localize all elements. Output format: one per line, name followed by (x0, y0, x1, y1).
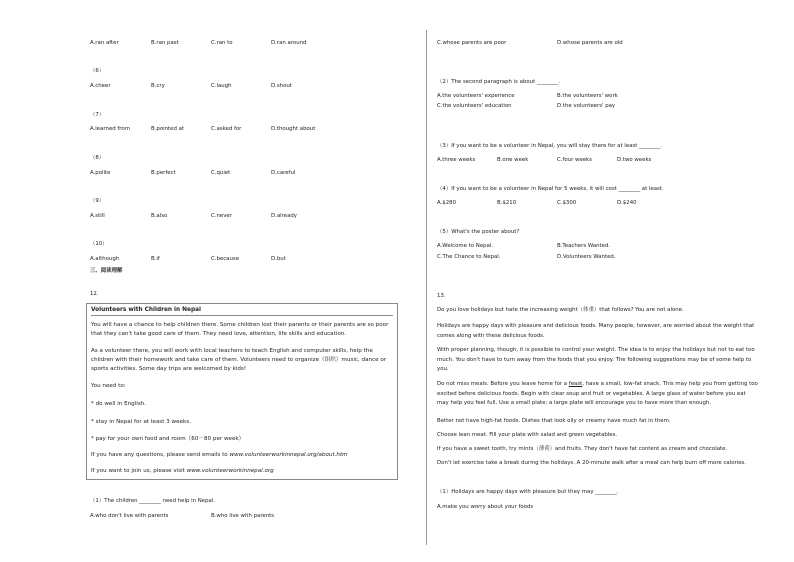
q7-number: （7） (90, 112, 105, 118)
poster-title: Volunteers with Children in Nepal (91, 307, 202, 313)
q12-sub4-option-b[interactable]: B.$210 (497, 200, 517, 206)
q9-option-b[interactable]: B.also (151, 213, 168, 219)
section-title-reading: 三、阅读理解 (90, 268, 123, 274)
q5-option-b[interactable]: B.ran past (151, 40, 179, 46)
q12-sub3-stem: （3）If you want to be a volunteer in Nepal, you will stay there for at least ________. (437, 143, 663, 149)
q5-option-d[interactable]: D.ran around (271, 40, 307, 46)
q12-sub4-stem: （4）If you want to be a volunteer in Nepal for 5 weeks, it will cost ________ at least. (437, 186, 664, 192)
q9-option-c[interactable]: C.never (211, 213, 232, 219)
q13-line-6: Choose lean meat. Fill your plate with salad and green vegetables. (437, 432, 618, 438)
q12-sub4-option-c[interactable]: C.$300 (557, 200, 577, 206)
poster-paragraph-1: You will have a chance to help children there. Some children lost their parents or their parents are so poor that they can't take good care of them. They need love, attention, life skills and education. (91, 322, 389, 337)
poster-need-heading: You need to: (91, 383, 126, 389)
q6-option-c[interactable]: C.laugh (211, 83, 232, 89)
q12-sub5-option-c[interactable]: C.The Chance to Nepal. (437, 254, 501, 260)
poster-requirement-2: * stay in Nepal for at least 3 weeks. (91, 419, 191, 425)
q12-sub3-option-d[interactable]: D.two weeks (617, 157, 652, 163)
poster-questions-link[interactable]: www.volunteerworkinnepal.org/about.htm (229, 452, 348, 458)
poster-requirement-3: * pay for your own food and room（60－80 per week） (91, 436, 245, 442)
q5-option-a[interactable]: A.ran after (90, 40, 119, 46)
q9-option-a[interactable]: A.still (90, 213, 105, 219)
q7-option-a[interactable]: A.learned from (90, 126, 130, 132)
q7-option-d[interactable]: D.thought about (271, 126, 316, 132)
poster-questions-line (91, 451, 393, 460)
q12-sub1-option-d[interactable]: D.whose parents are old (557, 40, 623, 46)
q8-option-c[interactable]: C.quiet (211, 170, 231, 176)
poster-questions-text: If you have any questions, please send emails to (91, 452, 230, 458)
q10-option-d[interactable]: D.but (271, 256, 286, 262)
q13-underlined-feast: feast (568, 381, 583, 387)
q12-sub2-stem: （2）The second paragraph is about ________. (437, 79, 561, 85)
q6-option-d[interactable]: D.shout (271, 83, 292, 89)
q12-sub2-option-d[interactable]: D.the volunteers' pay (557, 103, 616, 109)
q12-sub3-option-a[interactable]: A.three weeks (437, 157, 476, 163)
q8-option-d[interactable]: D.careful (271, 170, 296, 176)
q12-sub3-option-c[interactable]: C.four weeks (557, 157, 592, 163)
q12-number: 12. (90, 291, 99, 297)
q13-line-1: Do you love holidays but hate the increasing weight（体重）that follows? You are not alone. (437, 307, 684, 313)
q12-sub2-option-a[interactable]: A.the volunteers' experience (437, 93, 515, 99)
q9-option-d[interactable]: D.already (271, 213, 297, 219)
q12-sub1-option-a[interactable]: A.who don't live with parents (90, 513, 169, 519)
q13-line-8: Don't let exercise take a break during the holidays. A 20-minute walk after a meal can help burn off more calories. (437, 460, 747, 466)
q7-option-c[interactable]: C.asked for (211, 126, 242, 132)
q12-sub5-option-a[interactable]: A.Welcome to Nepal. (437, 243, 494, 249)
q10-option-a[interactable]: A.although (90, 256, 120, 262)
q13-number: 13. (437, 293, 446, 299)
q12-sub5-option-b[interactable]: B.Teachers Wanted. (557, 243, 611, 249)
q13-line-7: If you have a sweet tooth, try mints（薄荷）and fruits. They don't have fat content as cream and chocolate. (437, 446, 728, 452)
q5-option-c[interactable]: C.ran to (211, 40, 233, 46)
q12-sub1-option-c[interactable]: C.whose parents are poor (437, 40, 507, 46)
q12-sub2-option-c[interactable]: C.the volunteers' education (437, 103, 512, 109)
q12-sub4-option-a[interactable]: A.$280 (437, 200, 457, 206)
q9-number: （9） (90, 198, 105, 204)
q12-sub5-stem: （5）What's the poster about? (437, 229, 520, 235)
poster-box (86, 303, 398, 480)
q10-option-b[interactable]: B.if (151, 256, 160, 262)
poster-join-link[interactable]: www.volunteerworkinnepal.org (186, 468, 274, 474)
poster-join-text: If you want to join us, please visit (91, 468, 187, 474)
q13-paragraph-2: Holidays are happy days with pleasure and delicious foods. Many people, however, are worried about the weight that comes along with these delicious foods. (437, 323, 755, 339)
column-divider (426, 30, 427, 545)
q13-sub1-stem: （1）Holidays are happy days with pleasure but they may ________. (437, 489, 619, 495)
q13-sub1-option-a[interactable]: A.make you worry about your foods (437, 504, 534, 510)
q6-option-a[interactable]: A.cheer (90, 83, 111, 89)
q13-line-5: Better not have high-fat foods. Dishes that look oily or creamy have much fat in them. (437, 418, 671, 424)
poster-title-rule (91, 315, 393, 316)
q13-paragraph-4 (437, 380, 759, 409)
q13-paragraph-3: With proper planning, though, it is possible to control your weight. The idea is to enjoy the holidays but not to eat too much. You don't have to turn away from the foods that you enjoy. The following suggestions may be of some help to you. (437, 347, 755, 372)
q12-sub5-option-d[interactable]: D.Volunteers Wanted. (557, 254, 616, 260)
q12-sub3-option-b[interactable]: B.one week (497, 157, 529, 163)
poster-paragraph-2: As a volunteer there, you will work with local teachers to teach English and computer skills, help the children with their homework and take care of them. Volunteers need to organize（组织）music, dance or sports activities. Some day trips are welcomed by kids! (91, 348, 387, 372)
q6-option-b[interactable]: B.cry (151, 83, 165, 89)
q13-paragraph-4-start: Do not miss meals. Before you leave home for a (437, 381, 569, 387)
q7-option-b[interactable]: B.pointed at (151, 126, 185, 132)
q8-option-a[interactable]: A.polite (90, 170, 111, 176)
q12-sub2-option-b[interactable]: B.the volunteers' work (557, 93, 618, 99)
q12-sub1-option-b[interactable]: B.who live with parents (211, 513, 275, 519)
q12-sub1-stem: （1）The children ________ need help in Nepal. (90, 498, 216, 504)
q10-number: （10） (90, 241, 108, 247)
q12-sub4-option-d[interactable]: D.$240 (617, 200, 637, 206)
poster-join-line (91, 467, 393, 476)
q10-option-c[interactable]: C.because (211, 256, 240, 262)
q8-number: （8） (90, 155, 105, 161)
q13-paragraph-4-rest: , have a small, low-fat snack. This may help you from getting too excited before delicious foods. Begin with clear soup and fruit or vegetables. A large glass of water before you eat may help you feel full. Use a small plate; a large plate will encourage you to have more than enough. (437, 381, 758, 406)
q6-number: （6） (90, 68, 105, 74)
q8-option-b[interactable]: B.perfect (151, 170, 176, 176)
poster-requirement-1: * do well in English. (91, 401, 147, 407)
